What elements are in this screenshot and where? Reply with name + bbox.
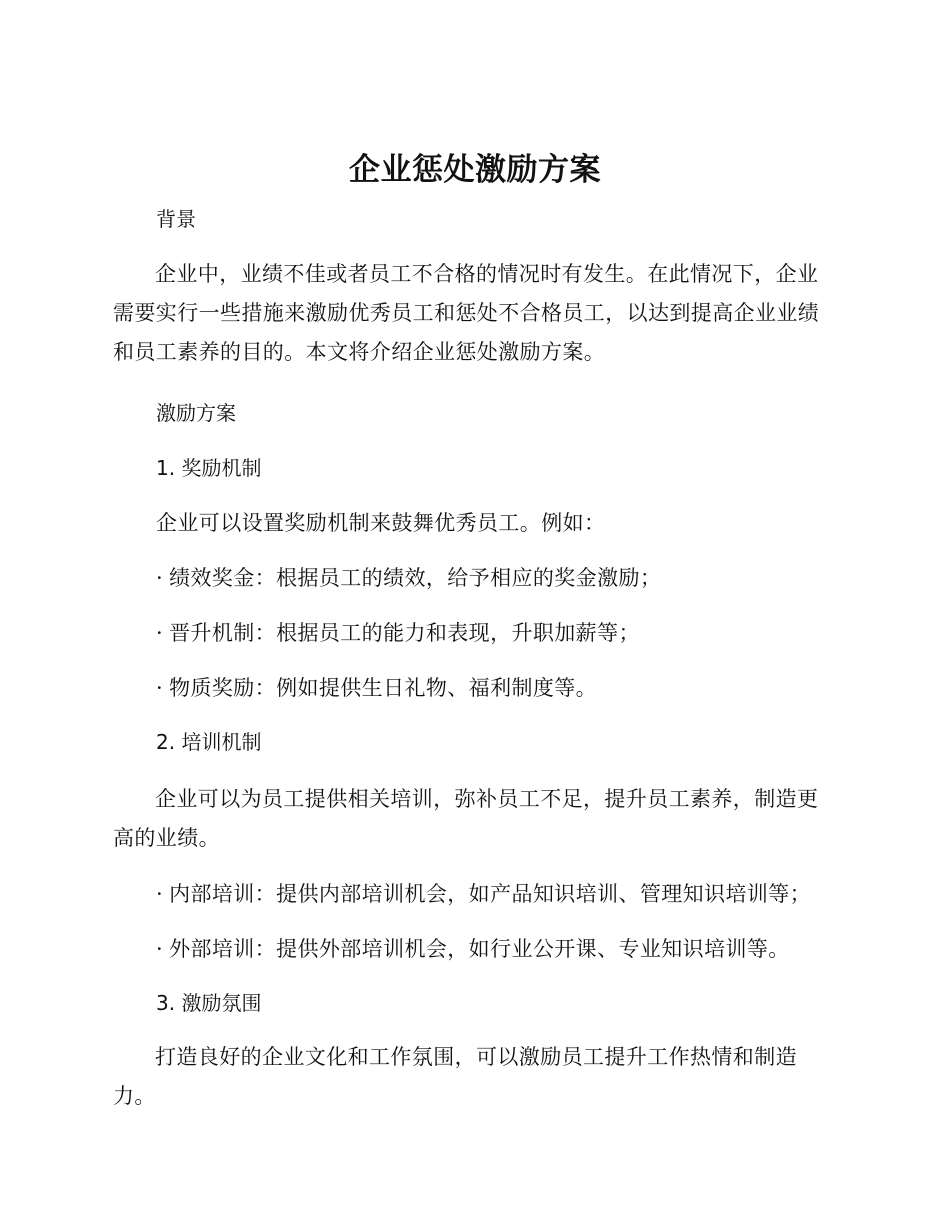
incentive-heading: 激励方案 [156, 401, 236, 425]
bullet-text: 晋升机制：根据员工的能力和表现，升职加薪等； [169, 621, 640, 645]
section1-bullet-3 [156, 672, 597, 704]
section2-heading: 2. 培训机制 [156, 730, 262, 754]
section2-bullet-2 [156, 933, 790, 965]
section3-intro: 打造良好的企业文化和工作氛围，可以激励员工提升工作热情和制造力。 [113, 1045, 797, 1108]
section3-heading: 3. 激励氛围 [156, 991, 262, 1015]
bullet-symbol: · [156, 676, 164, 700]
bullet-symbol: · [156, 937, 164, 961]
bullet-text: 内部培训：提供内部培训机会，如产品知识培训、管理知识培训等； [169, 882, 812, 906]
section2-bullet-1 [156, 878, 811, 910]
bullet-text: 绩效奖金：根据员工的绩效，给予相应的奖金激励； [169, 566, 662, 590]
section1-bullet-1 [156, 562, 661, 594]
bullet-symbol: · [156, 621, 164, 645]
bullet-symbol: · [156, 882, 164, 906]
section1-heading: 1. 奖励机制 [156, 456, 262, 480]
bullet-text: 物质奖励：例如提供生日礼物、福利制度等。 [169, 676, 598, 700]
background-heading: 背景 [156, 207, 196, 231]
section1-bullet-2 [156, 617, 640, 649]
document-title: 企业惩处激励方案 [349, 152, 601, 188]
bullet-text: 外部培训：提供外部培训机会，如行业公开课、专业知识培训等。 [169, 937, 790, 961]
section2-intro: 企业可以为员工提供相关培训，弥补员工不足，提升员工素养，制造更高的业绩。 [113, 787, 819, 850]
background-paragraph: 企业中，业绩不佳或者员工不合格的情况时有发生。在此情况下，企业需要实行一些措施来激励优秀员工和惩处不合格员工，以达到提高企业业绩和员工素养的目的。本文将介绍企业惩处激励方案。 [113, 262, 820, 364]
section1-intro: 企业可以设置奖励机制来鼓舞优秀员工。例如： [156, 511, 606, 535]
bullet-symbol: · [156, 566, 164, 590]
